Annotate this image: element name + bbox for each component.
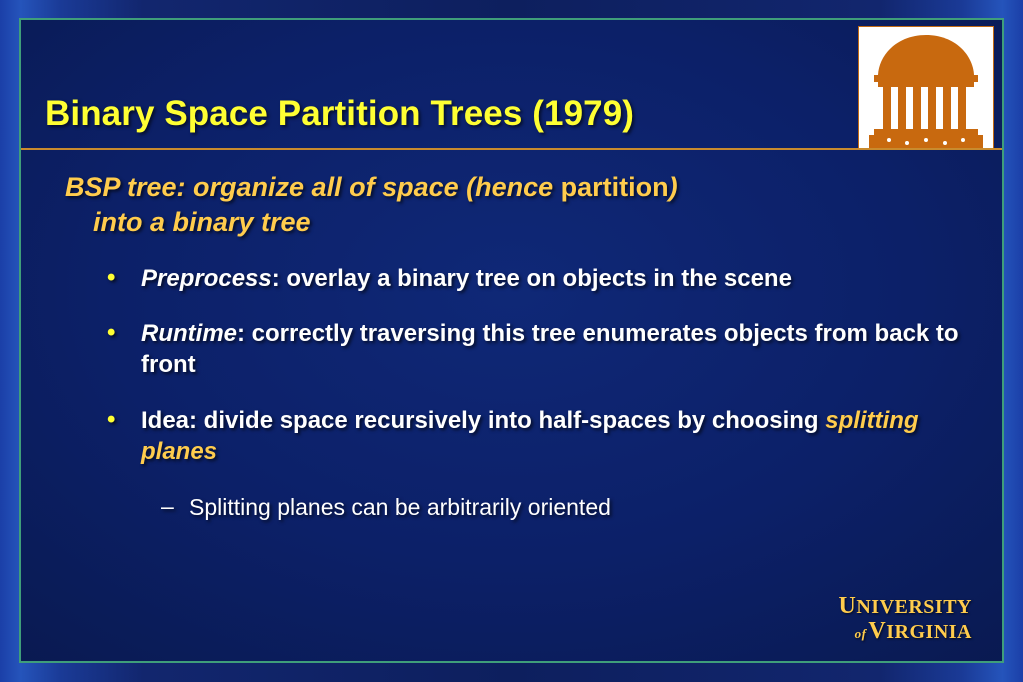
bullet-preprocess-text: : overlay a binary tree on objects in the scene xyxy=(271,265,792,293)
uva-wordmark-u: U xyxy=(838,593,857,620)
slide-panel xyxy=(19,18,1004,663)
bullet-runtime xyxy=(107,318,974,380)
level1-plain-word: partition xyxy=(560,172,669,202)
rotunda-logo-graphic xyxy=(859,27,993,148)
bullet-runtime-text: : correctly traversing this tree enumerates objects from back to front xyxy=(141,320,959,379)
bullet-runtime-lead: Runtime xyxy=(141,320,237,348)
page-title: Binary Space Partition Trees (1979) xyxy=(45,94,635,133)
level1-continuation: into a binary tree xyxy=(93,206,311,237)
uva-wordmark xyxy=(812,594,972,643)
bullet-preprocess-lead: Preprocess xyxy=(141,265,272,293)
title-divider-rule xyxy=(21,148,1002,150)
uva-wordmark-virginia: IRGINIA xyxy=(886,620,972,643)
bullet-preprocess xyxy=(107,263,974,294)
bullet-idea-emphasis: splitting planes xyxy=(141,406,919,465)
level1-italic-lead: BSP tree: organize all of space (hence xyxy=(65,172,561,202)
bullet-idea xyxy=(107,405,974,467)
level1-italic-tail: ) xyxy=(668,172,678,202)
slide-title-area xyxy=(21,20,1002,148)
bullet-dot-icon: • xyxy=(107,264,116,292)
bullet-idea-text: Idea: divide space recursively into half-spaces by choosing xyxy=(141,406,826,434)
sub-bullet-text: Splitting planes can be arbitrarily oriented xyxy=(189,494,611,521)
uva-wordmark-v: V xyxy=(868,617,887,644)
bullet-dash-icon: – xyxy=(161,493,174,520)
bullet-dot-icon: • xyxy=(107,319,116,347)
bullet-dot-icon: • xyxy=(107,405,116,433)
uva-wordmark-of: of xyxy=(854,625,867,641)
sub-bullet-splitting-planes xyxy=(161,493,974,523)
uva-rotunda-logo xyxy=(858,26,994,149)
uva-wordmark-line2 xyxy=(812,619,972,643)
uva-wordmark-university: NIVERSITY xyxy=(856,596,972,619)
slide-body xyxy=(21,152,1002,523)
bullet-level1 xyxy=(65,170,965,239)
uva-wordmark-line1 xyxy=(812,594,972,618)
